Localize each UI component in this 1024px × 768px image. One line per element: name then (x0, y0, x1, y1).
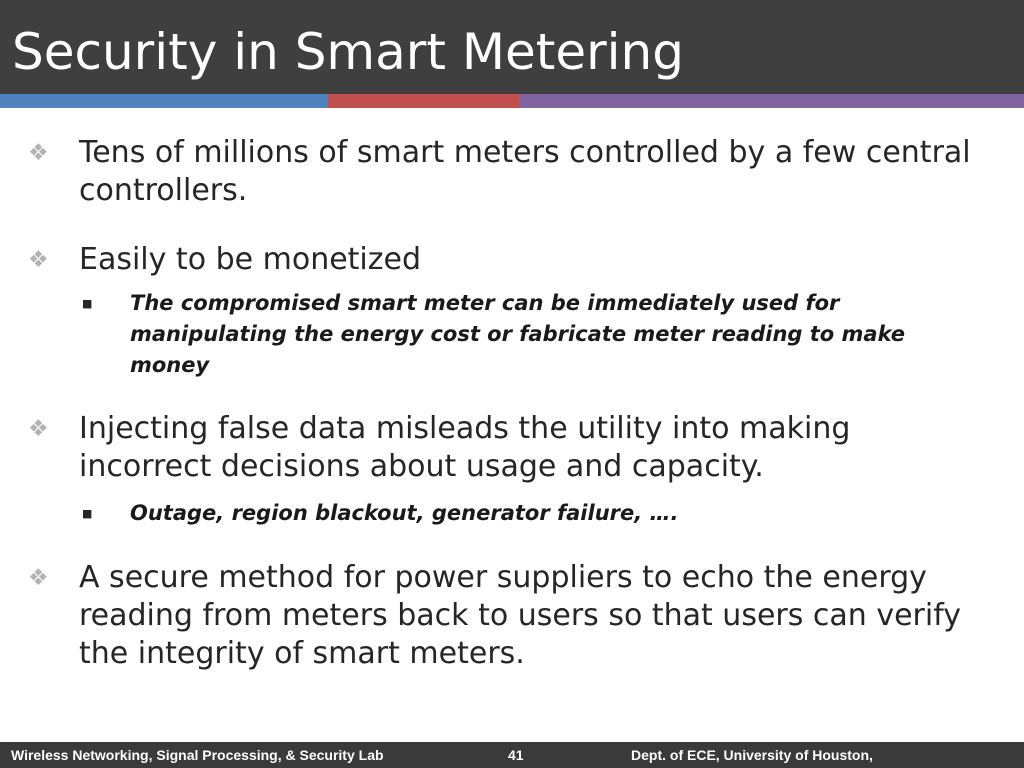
bullet-text: Tens of millions of smart meters controlled by a few central controllers. (79, 135, 971, 208)
title-bar (0, 0, 1024, 94)
diamond-cross-icon: ❖ (28, 416, 49, 442)
footer-lab-name: Wireless Networking, Signal Processing, & Security Lab (11, 747, 384, 763)
square-bullet-icon: ■ (82, 297, 93, 310)
bullet-text: Injecting false data misleads the utility into making incorrect decisions about usage and capacity. (79, 411, 851, 484)
bullet-text: Easily to be monetized (79, 242, 422, 277)
diamond-cross-icon: ❖ (28, 565, 49, 591)
bullet-text: A secure method for power suppliers to echo the energy reading from meters back to users so that users can verify the integrity of smart meters. (79, 560, 961, 671)
page-number: 41 (508, 747, 524, 763)
footer-department: Dept. of ECE, University of Houston, (631, 747, 873, 763)
accent-bar-purple (519, 94, 1024, 108)
diamond-cross-icon: ❖ (28, 247, 49, 273)
slide-title: Security in Smart Metering (12, 23, 684, 81)
diamond-cross-icon: ❖ (28, 140, 49, 166)
accent-bar-red (328, 94, 519, 108)
sub-bullet-text: Outage, region blackout, generator failure, …. (130, 501, 679, 525)
sub-bullet-text: The compromised smart meter can be immediately used for manipulating the energy cost or fabricate meter reading to make money (130, 291, 906, 377)
square-bullet-icon: ■ (82, 507, 93, 520)
accent-bar-blue (0, 94, 328, 108)
footer-bar (0, 742, 1024, 768)
